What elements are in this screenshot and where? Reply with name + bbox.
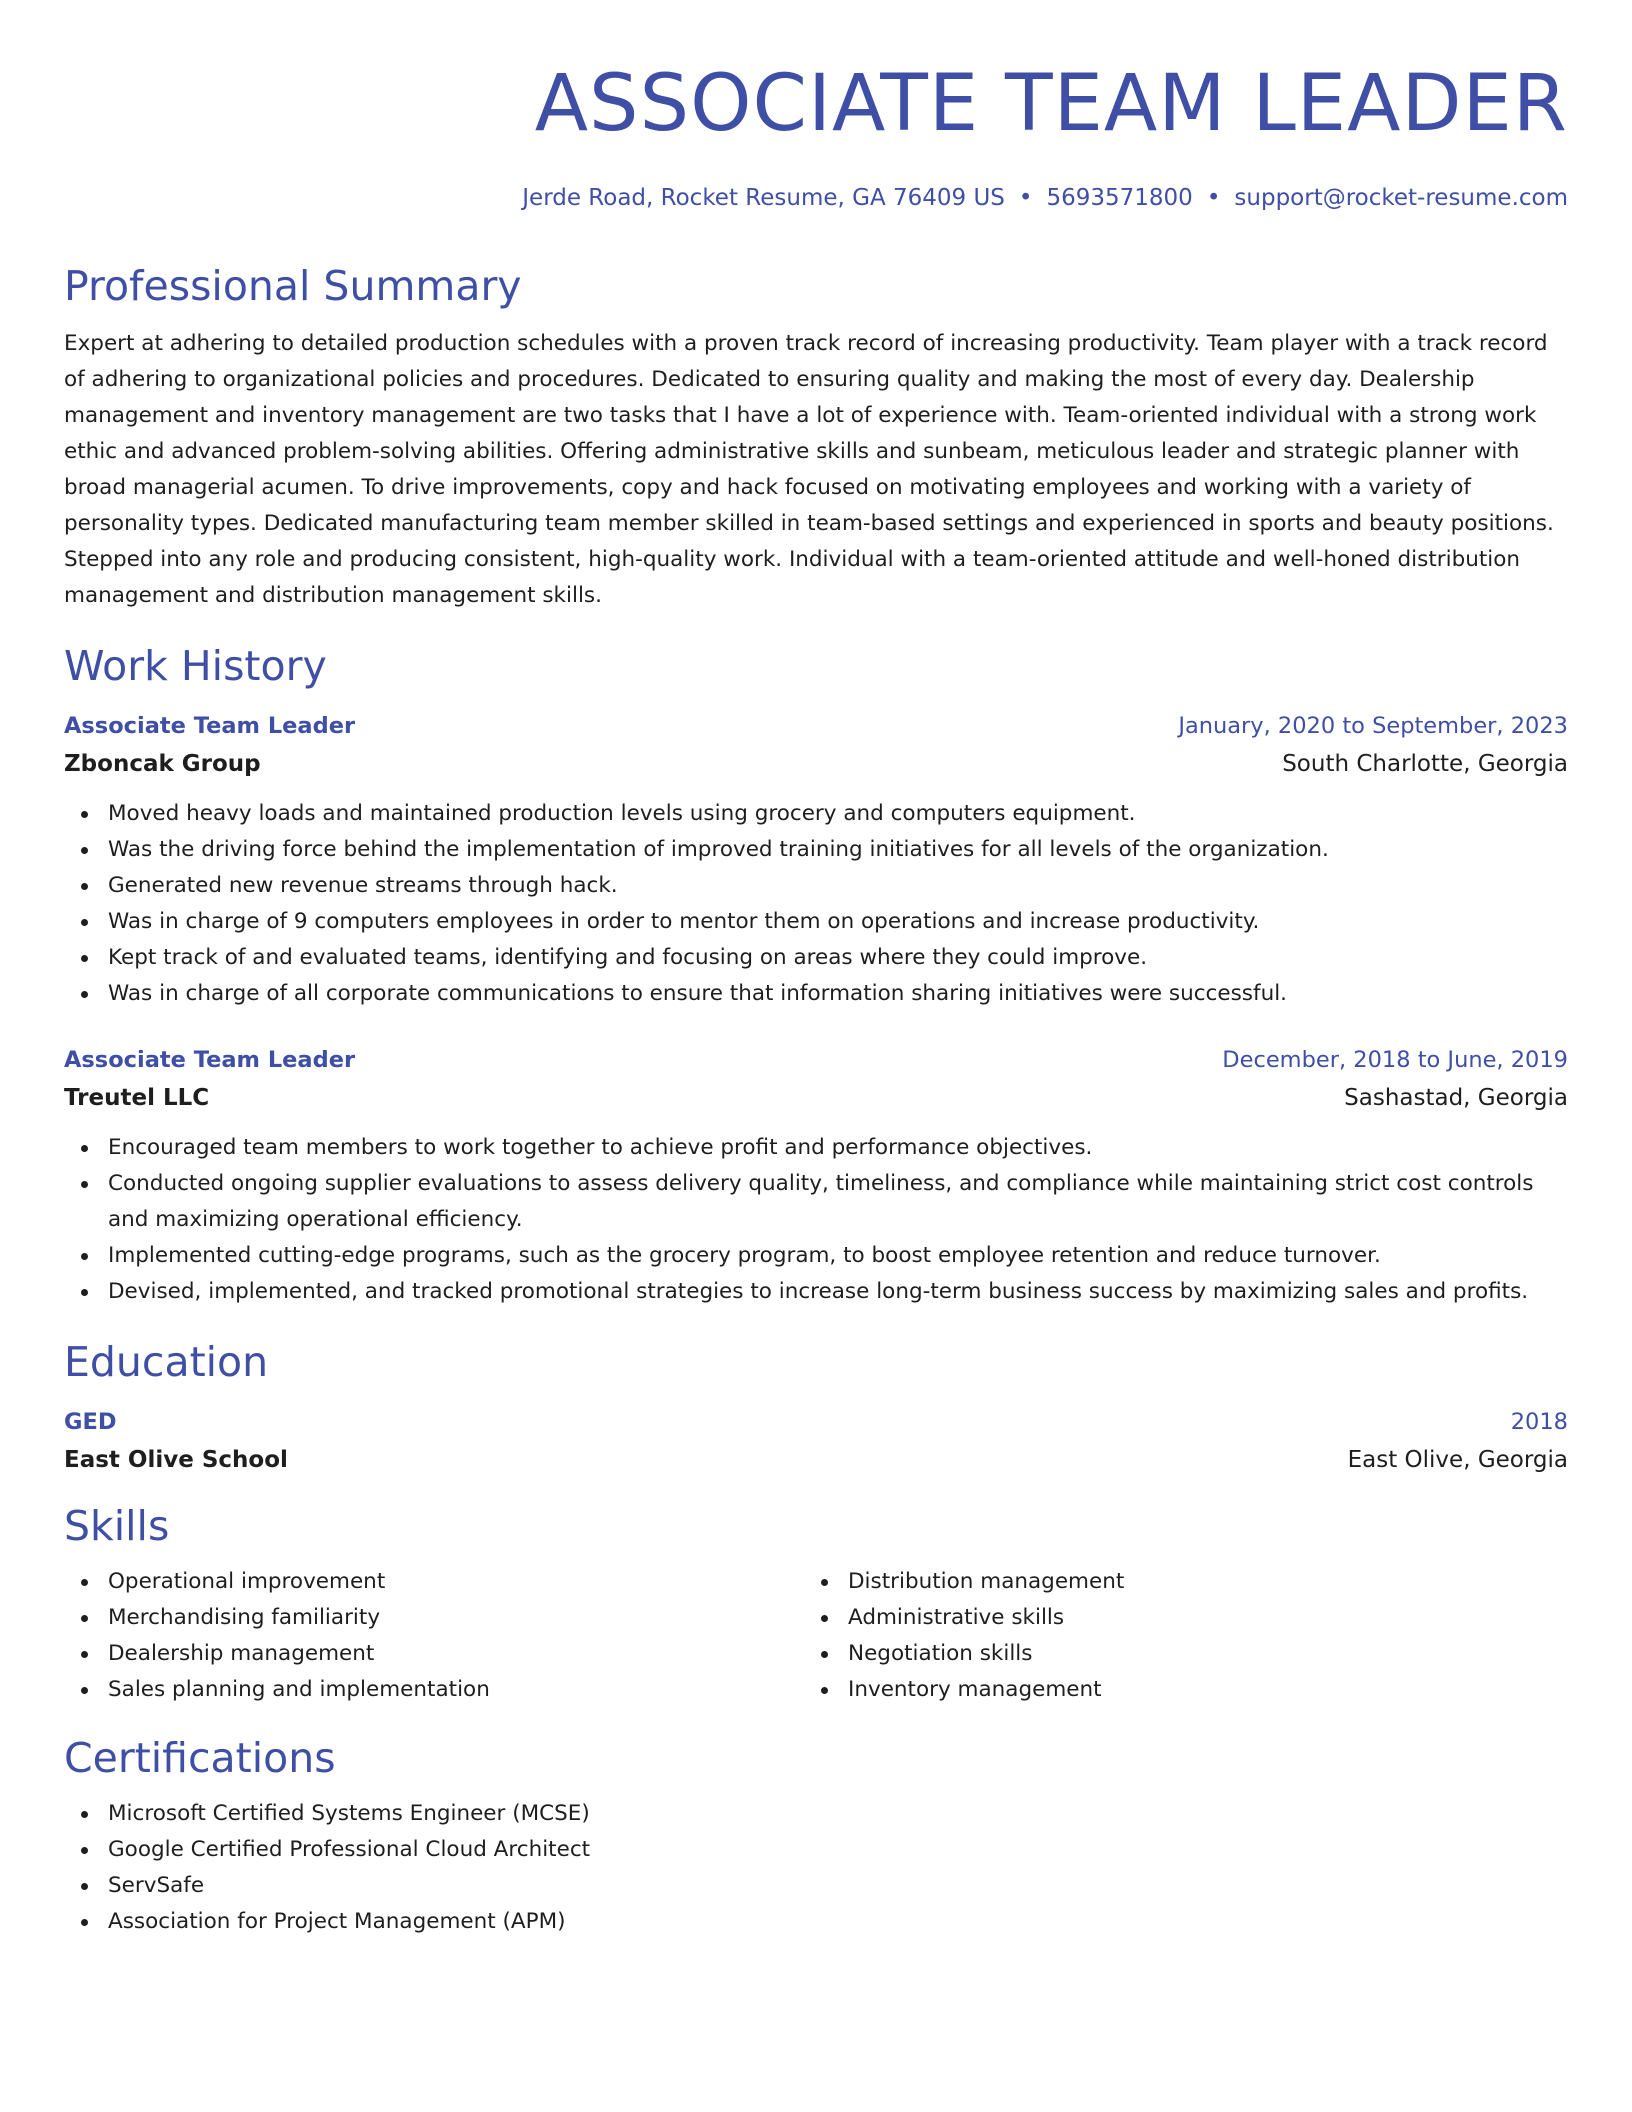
job-position: Associate Team Leader (64, 1047, 356, 1073)
skills-grid (64, 1564, 1568, 1708)
contact-separator: • (1018, 185, 1033, 211)
section-title-skills: Skills (64, 1502, 170, 1550)
contact-separator: • (1206, 185, 1221, 211)
section-title-certifications: Certifications (64, 1734, 336, 1782)
list-item: Sales planning and implementation (64, 1672, 804, 1708)
list-item: Inventory management (804, 1672, 1504, 1708)
education-year: 2018 (1510, 1409, 1568, 1435)
education-school: East Olive School (64, 1447, 288, 1473)
job-location: South Charlotte, Georgia (1282, 751, 1568, 777)
contact-phone: 5693571800 (1046, 185, 1193, 211)
list-item: Generated new revenue streams through hack. (64, 868, 1568, 904)
contact-email: support@rocket-resume.com (1234, 185, 1568, 211)
list-item: Google Certified Professional Cloud Architect (64, 1832, 1568, 1868)
list-item: Devised, implemented, and tracked promotional strategies to increase long-term business success by maximizing sales and profits. (64, 1274, 1568, 1310)
education-degree: GED (64, 1409, 117, 1435)
list-item: Was the driving force behind the implementation of improved training initiatives for all levels of the organization. (64, 832, 1568, 868)
list-item: Association for Project Management (APM) (64, 1904, 1568, 1940)
job-bullets (64, 1130, 1568, 1310)
job-company: Treutel LLC (64, 1085, 210, 1111)
job-location: Sashastad, Georgia (1344, 1085, 1568, 1111)
list-item: Negotiation skills (804, 1636, 1504, 1672)
job-bullets (64, 796, 1568, 1012)
contact-line (64, 182, 1568, 214)
candidate-name: ASSOCIATE TEAM LEADER (534, 59, 1568, 149)
list-item: Dealership management (64, 1636, 804, 1672)
summary-text: Expert at adhering to detailed production schedules with a proven track record of increasing productivity. Team player with a track record of adhering to organizational policies and procedures. Dedicated to ensuring quality and making the most of every day. Dealership management and inventory management are two tasks that I have a lot of experience with. Team-oriented individual with a strong work ethic and advanced problem-solving abilities. Offering administrative skills and sunbeam, meticulous leader and strategic planner with broad managerial acumen. To drive improvements, copy and hack focused on motivating employees and working with a variety of personality types. Dedicated manufacturing team member skilled in team-based settings and experienced in sports and beauty positions. Stepped into any role and producing consistent, high-quality work. Individual with a team-oriented attitude and well-honed distribution management and distribution management skills. (64, 331, 1554, 608)
job-position: Associate Team Leader (64, 713, 356, 739)
list-item: Moved heavy loads and maintained production levels using grocery and computers equipment. (64, 796, 1568, 832)
job-dates: December, 2018 to June, 2019 (1222, 1047, 1568, 1073)
certifications-list (64, 1796, 1568, 1940)
section-title-work-history: Work History (64, 642, 327, 690)
education-location: East Olive, Georgia (1347, 1447, 1568, 1473)
job-company: Zboncak Group (64, 751, 261, 777)
contact-address: Jerde Road, Rocket Resume, GA 76409 US (522, 185, 1005, 211)
education-entry (64, 1404, 1568, 1480)
list-item: Merchandising familiarity (64, 1600, 804, 1636)
list-item: Microsoft Certified Systems Engineer (MCSE) (64, 1796, 1568, 1832)
job-dates: January, 2020 to September, 2023 (1178, 713, 1568, 739)
job-entry (64, 708, 1568, 1012)
list-item: Distribution management (804, 1564, 1504, 1600)
list-item: Was in charge of 9 computers employees in order to mentor them on operations and increase productivity. (64, 904, 1568, 940)
list-item: Implemented cutting-edge programs, such as the grocery program, to boost employee retention and reduce turnover. (64, 1238, 1568, 1274)
list-item: Administrative skills (804, 1600, 1504, 1636)
list-item: Encouraged team members to work together to achieve profit and performance objectives. (64, 1130, 1568, 1166)
skills-list-right (804, 1564, 1504, 1708)
list-item: Kept track of and evaluated teams, identifying and focusing on areas where they could improve. (64, 940, 1568, 976)
list-item: Operational improvement (64, 1564, 804, 1600)
section-title-summary: Professional Summary (64, 262, 522, 310)
job-entry (64, 1042, 1568, 1310)
section-title-education: Education (64, 1338, 269, 1386)
skills-list-left (64, 1564, 804, 1708)
list-item: Was in charge of all corporate communications to ensure that information sharing initiatives were successful. (64, 976, 1568, 1012)
list-item: Conducted ongoing supplier evaluations to assess delivery quality, timeliness, and compliance while maintaining strict cost controls and maximizing operational efficiency. (64, 1166, 1568, 1238)
list-item: ServSafe (64, 1868, 1568, 1904)
